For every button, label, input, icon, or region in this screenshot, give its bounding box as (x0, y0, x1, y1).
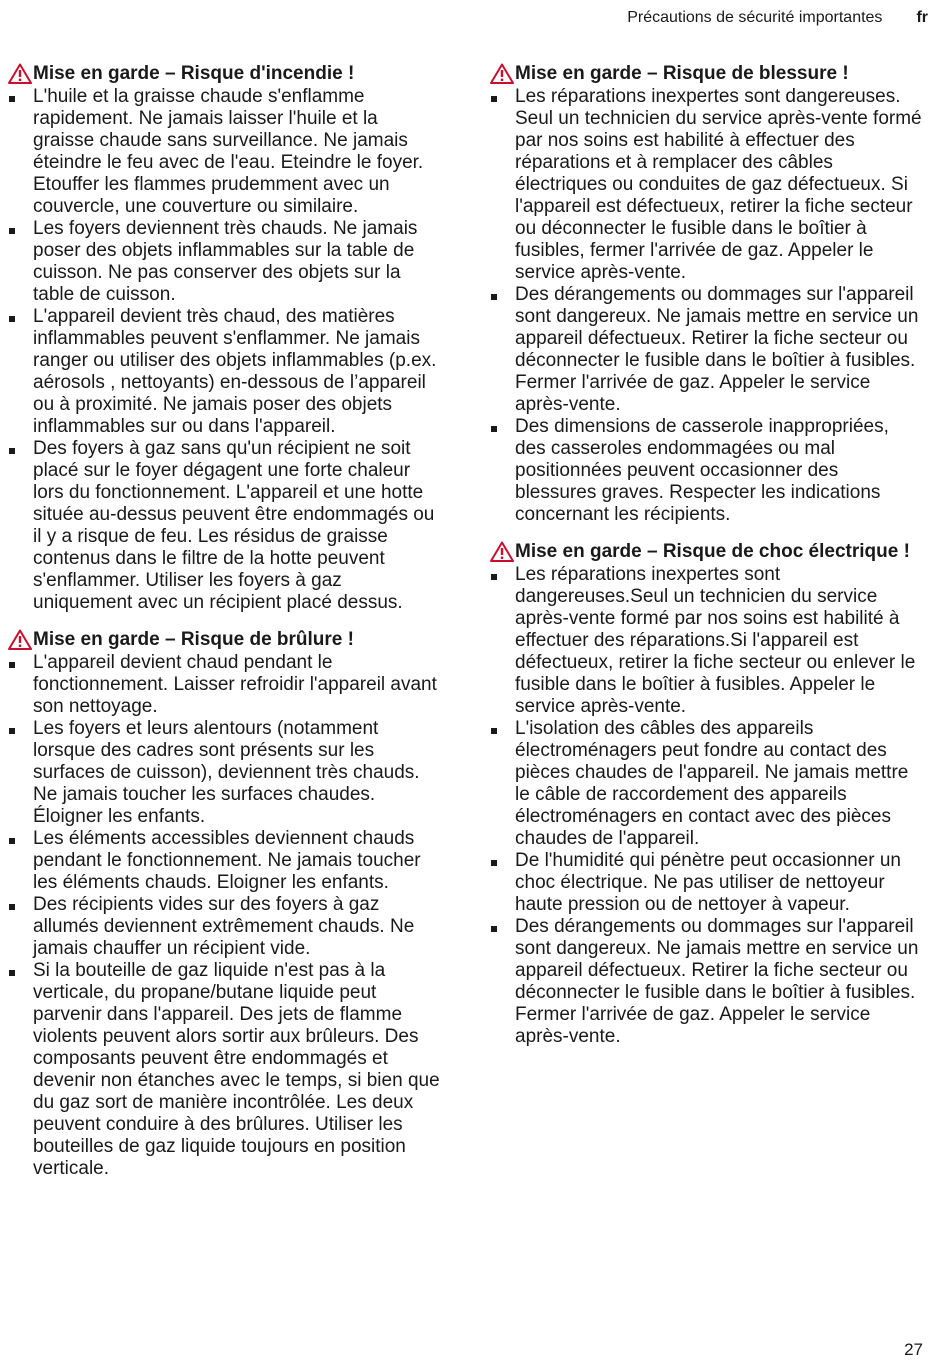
bullet-list (490, 86, 922, 526)
list-item-text: Des dérangements ou dommages sur l'appareil sont dangereux. Ne jamais mettre en service un appareil défectueux. Retirer la fiche secteur ou déconnecter le fusible dans le boîtier à fusibles. Fermer l'arrivée de gaz. Appeler le service après-vente. (515, 916, 919, 1047)
list-item (8, 718, 440, 828)
list-item (490, 916, 922, 1048)
left-column (8, 62, 440, 1194)
bullet-list (490, 564, 922, 1048)
page-header (627, 7, 928, 29)
bullet-square-icon (491, 294, 497, 300)
list-item-text: Des dimensions de casserole inappropriées, des casseroles endommagées ou mal positionnées peuvent occasionner des blessures graves. Respecter les indications concernant les récipients. (515, 416, 889, 525)
list-item (490, 284, 922, 416)
section-heading-text: Mise en garde – Risque de choc électrique ! (515, 541, 910, 562)
bullet-square-icon (9, 904, 15, 910)
list-item (8, 438, 440, 614)
section-heading (490, 540, 922, 563)
section-heading-text: Mise en garde – Risque de brûlure ! (33, 629, 354, 650)
header-title: Précautions de sécurité importantes (627, 9, 883, 26)
list-item-text: Les réparations inexpertes sont dangereuses.Seul un technicien du service après-vente formé par nos soins est habilité à effectuer des réparations.Si l'appareil est défectueux, retirer la fiche secteur ou enlever le fusible dans le boîtier à fusibles. Appeler le service après-vente. (515, 564, 916, 717)
bullet-square-icon (9, 448, 15, 454)
bullet-square-icon (491, 426, 497, 432)
section-heading (490, 62, 922, 85)
list-item (8, 306, 440, 438)
warning-section-injury (490, 62, 922, 526)
warning-section-burn (8, 628, 440, 1180)
bullet-square-icon (9, 970, 15, 976)
warning-section-electric-shock (490, 540, 922, 1048)
section-heading-text: Mise en garde – Risque de blessure ! (515, 63, 849, 84)
bullet-square-icon (9, 728, 15, 734)
section-heading (8, 62, 440, 85)
warning-triangle-icon (8, 63, 32, 84)
right-column (490, 62, 922, 1062)
warning-triangle-icon (490, 63, 514, 84)
list-item-text: L'isolation des câbles des appareils électroménagers peut fondre au contact des pièces chaudes de l'appareil. Ne jamais mettre le câble de raccordement des appareils électroménagers en contact avec des pièces chaudes de l'appareil. (515, 718, 909, 849)
bullet-square-icon (491, 860, 497, 866)
list-item-text: Les réparations inexpertes sont dangereuses. Seul un technicien du service après-vente formé par nos soins est habilité à effectuer des réparations et à remplacer des câbles électriques ou conduites de gaz défectueux. Si l'appareil est défectueux, retirer la fiche secteur ou déconnecter le fusible dans le boîtier à fusibles, fermer l'arrivée de gaz. Appeler le service après-vente. (515, 86, 922, 283)
page-number: 27 (904, 1340, 923, 1359)
warning-section-fire (8, 62, 440, 614)
list-item-text: Des foyers à gaz sans qu'un récipient ne soit placé sur le foyer dégagent une forte chaleur lors du fonctionnement. L'appareil et une hotte située au-dessus peuvent être endommagés ou il y a risque de feu. Les résidus de graisse contenus dans le filtre de la hotte peuvent s'enflammer. Utiliser les foyers à gaz uniquement avec un récipient placé dessus. (33, 438, 435, 613)
list-item (490, 86, 922, 284)
list-item (490, 564, 922, 718)
bullet-square-icon (491, 728, 497, 734)
list-item (490, 416, 922, 526)
bullet-square-icon (9, 316, 15, 322)
warning-triangle-icon (8, 629, 32, 650)
language-code: fr (916, 9, 928, 26)
section-heading-text: Mise en garde – Risque d'incendie ! (33, 63, 355, 84)
list-item-text: Si la bouteille de gaz liquide n'est pas à la verticale, du propane/butane liquide peut parvenir dans l'appareil. Des jets de flamme violents peuvent alors sortir aux brûleurs. Des composants peuvent être endommagés et devenir non étanches avec le temps, si bien que du gaz sort de manière incontrôlée. Les deux peuvent conduire à des brûlures. Utiliser les bouteilles de gaz liquide toujours en position verticale. (33, 960, 440, 1179)
bullet-square-icon (9, 96, 15, 102)
list-item-text: L'huile et la graisse chaude s'enflamme rapidement. Ne jamais laisser l'huile et la graisse chaude sans surveillance. Ne jamais éteindre le feu avec de l'eau. Eteindre le foyer. Etouffer les flammes prudemment avec un couvercle, une couverture ou similaire. (33, 86, 424, 217)
list-item-text: Des dérangements ou dommages sur l'appareil sont dangereux. Ne jamais mettre en service un appareil défectueux. Retirer la fiche secteur ou déconnecter le fusible dans le boîtier à fusibles. Fermer l'arrivée de gaz. Appeler le service après-vente. (515, 284, 919, 415)
list-item (490, 850, 922, 916)
list-item (8, 86, 440, 218)
list-item-text: Les foyers et leurs alentours (notamment lorsque des cadres sont présents sur les surfaces de cuisson), deviennent très chauds. Ne jamais toucher les surfaces chaudes. Éloigner les enfants. (33, 718, 420, 827)
list-item-text: Des récipients vides sur des foyers à gaz allumés deviennent extrêmement chauds. Ne jamais chauffer un récipient vide. (33, 894, 415, 959)
bullet-square-icon (491, 574, 497, 580)
bullet-square-icon (9, 838, 15, 844)
list-item (8, 960, 440, 1180)
list-item (8, 894, 440, 960)
list-item-text: L'appareil devient chaud pendant le fonctionnement. Laisser refroidir l'appareil avant son nettoyage. (33, 652, 437, 717)
section-heading (8, 628, 440, 651)
list-item (8, 652, 440, 718)
list-item (490, 718, 922, 850)
list-item-text: Les éléments accessibles deviennent chauds pendant le fonctionnement. Ne jamais toucher les éléments chauds. Eloigner les enfants. (33, 828, 421, 893)
list-item (8, 218, 440, 306)
list-item-text: Les foyers deviennent très chauds. Ne jamais poser des objets inflammables sur la table de cuisson. Ne pas conserver des objets sur la table de cuisson. (33, 218, 418, 305)
bullet-square-icon (9, 228, 15, 234)
list-item (8, 828, 440, 894)
bullet-square-icon (491, 926, 497, 932)
list-item-text: L'appareil devient très chaud, des matières inflammables peuvent s'enflammer. Ne jamais ranger ou utiliser des objets inflammables (p.ex. aérosols , nettoyants) en-dessous de l’appareil ou à proximité. Ne jamais poser des objets inflammables sur ou dans l'appareil. (33, 306, 437, 437)
list-item-text: De l'humidité qui pénètre peut occasionner un choc électrique. Ne pas utiliser de nettoyeur haute pression ou de nettoyer à vapeur. (515, 850, 901, 915)
bullet-list (8, 86, 440, 614)
bullet-square-icon (9, 662, 15, 668)
bullet-list (8, 652, 440, 1180)
bullet-square-icon (491, 96, 497, 102)
warning-triangle-icon (490, 541, 514, 562)
